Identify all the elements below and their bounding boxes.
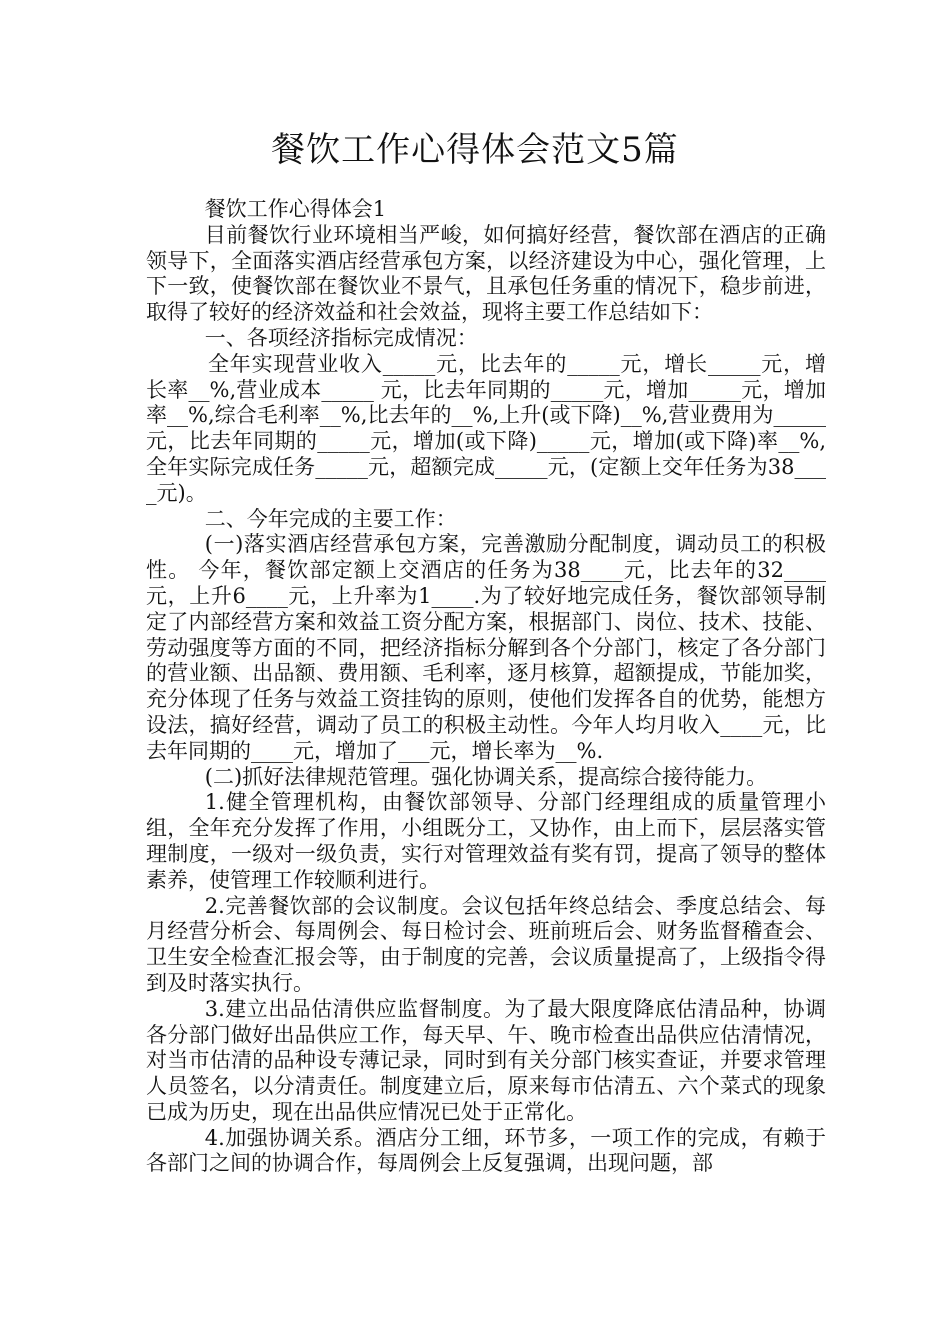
section-heading: (二)抓好法律规范管理。强化协调关系，提高综合接待能力。 — [204, 764, 768, 789]
body-paragraph: 4.加强协调关系。酒店分工细，环节多，一项工作的完成，有赖于各部门之间的协调合作，每周例会上反复强调，出现问题，部 — [146, 1125, 826, 1176]
body-paragraph: 1.健全管理机构，由餐饮部领导、分部门经理组成的质量管理小组，全年充分发挥了作用，小组既分工，又协作，由上而下，层层落实管理制度，一级对一级负责，实行对管理效益有奖有罚，提高了领导的整体素养，使管理工作较顺利进行。 — [146, 790, 826, 892]
body-paragraph: 3.建立出品估清供应监督制度。为了最大限度降底估清品种，协调各分部门做好出品供应工作，每天早、午、晚市检查出品供应估清情况，对当市估清的品种设专薄记录，同时到有关分部门核实查证，并要求管理人员签名，以分清责任。制度建立后，原来每市估清五、六个菜式的现象已成为历史，现在出品供应情况已处于正常化。 — [146, 996, 826, 1124]
document-title: 餐饮工作心得体会范文5篇 — [271, 130, 679, 170]
body-paragraph: (一)落实酒店经营承包方案，完善激励分配制度，调动员工的积极性。 今年，餐饮部定额上交酒店的任务为38____元，比去年的32____元，上升6____元，上升率为1____.为了较好地完成任务，餐饮部领导制定了内部经营方案和效益工资分配方案，根据部门、岗位、技术、技能、劳动强度等方面的不同，把经济指标分解到各个分部门，核定了各分部门的营业额、出品额、费用额、毛利率，逐月核算，超额提成，节能加奖，充分体现了任务与效益工资挂钩的原则，使他们发挥各自的优势，能想方设法，搞好经营，调动了员工的积极主动性。今年人均月收入____元，比去年同期的____元，增加了___元，增长率为__%. — [146, 532, 826, 763]
intro-paragraph: 目前餐饮行业环境相当严峻，如何搞好经营，餐饮部在酒店的正确领导下，全面落实酒店经营承包方案，以经济建设为中心，强化管理，上下一致，使餐饮部在餐饮业不景气，且承包任务重的情况下，稳步前进，取得了较好的经济效益和社会效益，现将主要工作总结如下： — [146, 222, 826, 325]
section-heading: 一、各项经济指标完成情况： — [204, 325, 478, 350]
body-paragraph: 全年实现营业收入_____元，比去年的_____元，增长_____元，增长率__%,营业成本_____ 元，比去年同期的_____元，增加_____元，增加率__%,综合毛利率__%,比去年的__%,上升(或下降)__%,营业费用为_____元，比去年同期的_____元，增加(或下降)_____元，增加(或下降)率__%,全年实际完成任务_____元，超额完成_____元，(定额上交年任务为38____元)。 — [146, 351, 826, 505]
section-heading: 餐饮工作心得体会1 — [204, 197, 387, 221]
section-heading: 二、今年完成的主要工作： — [204, 506, 457, 531]
body-paragraph: 2.完善餐饮部的会议制度。会议包括年终总结会、季度总结会、每月经营分析会、每周例会、每日检讨会、班前班后会、财务监督稽查会、卫生安全检查汇报会等，由于制度的完善，会议质量提高了，上级指令得到及时落实执行。 — [146, 893, 826, 995]
document-body — [146, 197, 826, 1177]
